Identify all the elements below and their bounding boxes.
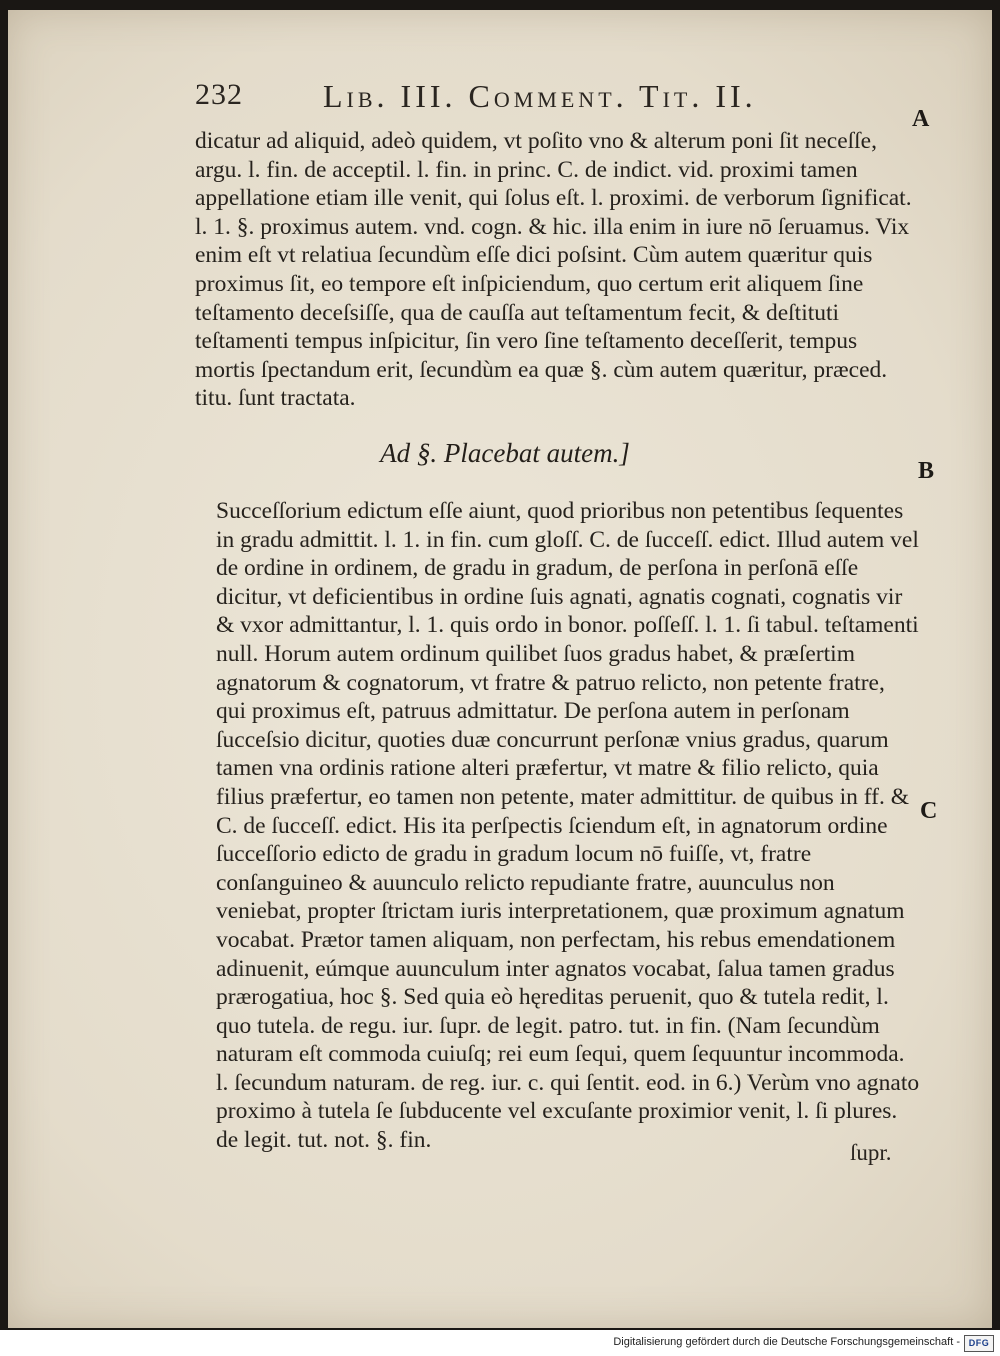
body-paragraph-1: dicatur ad aliquid, adeò quidem, vt poſito vno & alterum poni ſit neceſſe, argu. l. fin. de acceptil. l. fin. in princ. C. de indict. vid. proximi tamen appellatione etiam ille venit, qui ſolus eſt. l. proximi. de verborum ſignificat. l. 1. §. proximus autem. vnd. cogn. & hic. illa enim in iure nō ſeruamus. Vix enim eſt vt relatiua ſecundùm eſſe dici poſsint. Cùm autem quæritur quis proximus ſit, eo tempore eſt inſpiciendum, quo certum erit aliquem ſine teſtamento deceſsiſſe, qua de cauſſa aut teſtamentum fecit, & deſtituti teſtamenti tempus inſpicitur, ſin vero ſine teſtamento deceſſerit, tempus mortis ſpectandum erit, ſecundùm ea quæ §. cùm autem quæritur, præced. titu. ſunt tractata.: [195, 128, 912, 412]
digitization-footer: [0, 1330, 1000, 1356]
page-header: [195, 78, 795, 118]
section-heading: Ad §. Placebat autem.]: [380, 438, 630, 468]
body-paragraph-2: Succeſſorium edictum eſſe aiunt, quod prioribus non petentibus ſequentes in gradu admittit. l. 1. in fin. cum gloſſ. C. de ſucceſſ. edict. Illud autem vel de ordine in ordinem, de gradu in gradum, de perſona in perſonā eſſe dicitur, vt deficientibus in ordine ſuis agnati, agnatis cognati, cognatis vir & vxor admittantur, l. 1. quis ordo in bonor. poſſeſſ. l. 1. ſi tabul. teſtamenti null. Horum autem ordinum quilibet ſuos gradus habet, & præſertim agnatorum & cognatorum, vt fratre & patruo relicto, non petente fratre, qui proximus eſt, patruus admittatur. De perſona autem in perſonam ſucceſsio dicitur, quoties duæ concurrunt perſonæ vnius gradus, quarum tamen vna ordinis ratione alteri præfertur, vt matre & filio relicto, quia filius præfertur, eo tamen non petente, mater admittitur. de quibus in ff. & C. de ſucceſſ. edict. His ita perſpectis ſciendum eſt, in agnatorum ordine ſucceſſorio edicto de gradu in gradum locum nō fuiſſe, vt, fratre conſanguineo & auunculo relicto repudiante fratre, auunculus non veniebat, propter ſtrictam iuris interpretationem, quæ proximum agnatum vocabat. Prætor tamen aliquam, non perfectam, his rebus emendationem adinuenit, eúmque auunculum inter agnatos vocabat, ſalua tamen gradus prærogatiua, hoc §. Sed quia eò hęreditas peruenit, quo & tutela redit, l. quo tutela. de regu. iur. ſupr. de legit. patro. tut. in fin. (Nam ſecundùm naturam eſt commoda cuiuſq; rei eum ſequi, quem ſequuntur incommoda. l. ſecundum naturam. de reg. iur. c. qui ſentit. eod. in 6.) Verùm vno agnato proximo à tutela ſe ſubducente vel excuſante proximior venit, l. ſi plures. de legit. tut. not. §. fin.: [216, 498, 920, 1154]
catchword: ſupr.: [850, 1140, 892, 1165]
marginal-letter-b: B: [918, 458, 935, 484]
marginal-letter-c: C: [920, 798, 938, 824]
page-number: 232: [195, 78, 243, 111]
running-title: Lib. III. Comment. Tit. II.: [323, 78, 757, 114]
dfg-logo: DFG: [964, 1335, 994, 1352]
footer-credit-text: Digitalisierung gefördert durch die Deutsche Forschungsgemeinschaft -: [613, 1336, 960, 1348]
marginal-letter-a: A: [912, 106, 930, 132]
